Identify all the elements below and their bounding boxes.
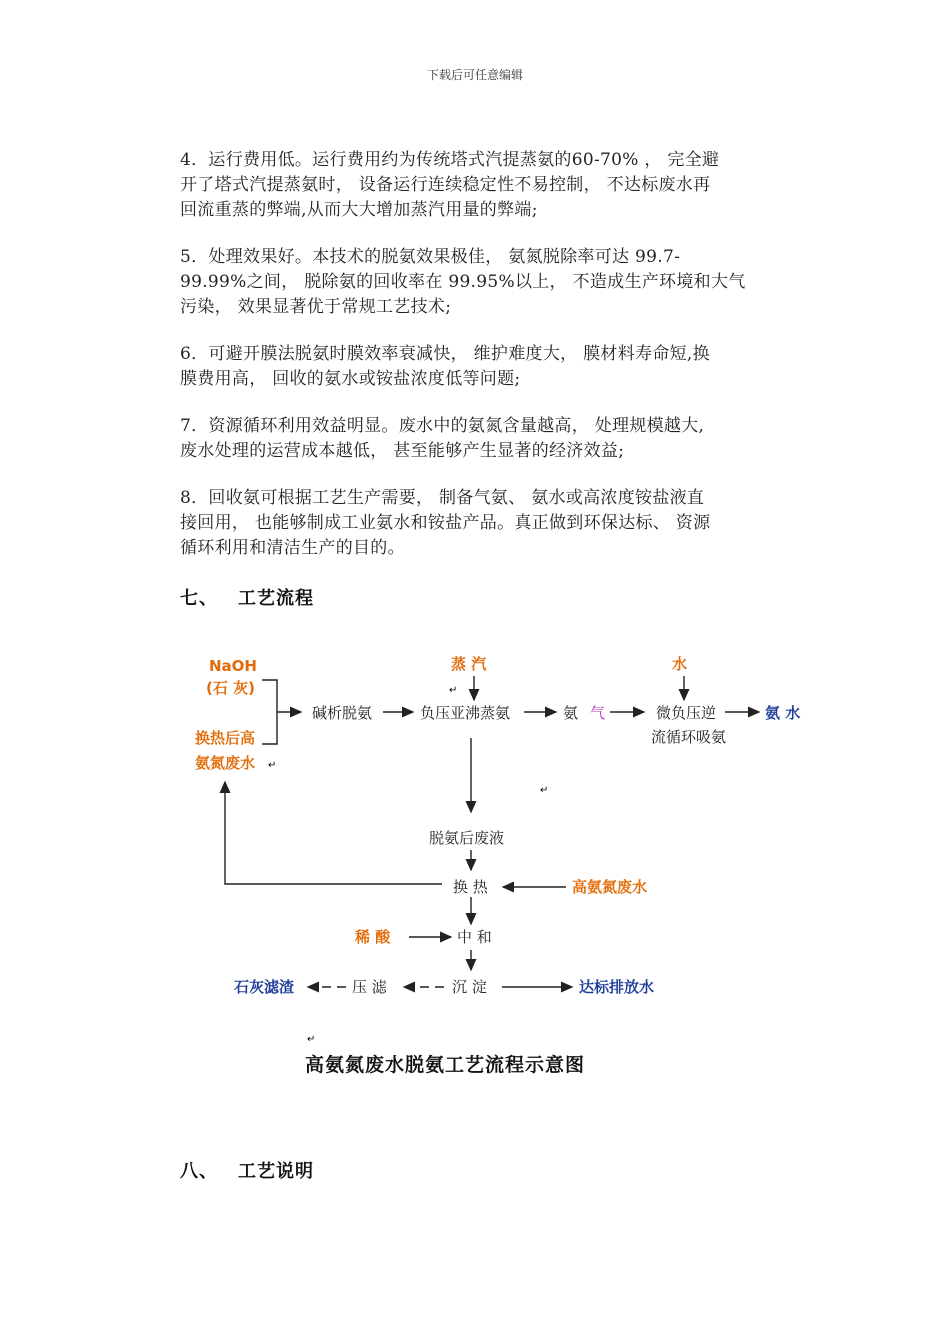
paragraph-line: 循环利用和清洁生产的目的。 <box>180 538 405 558</box>
label-absorb-2: 流循环吸氨 <box>651 728 727 746</box>
paragraph-line: 8．回收氨可根据工艺生产需要， 制备气氨、 氨水或高浓度铵盐液直 <box>180 488 705 508</box>
label-lime: (石 灰) <box>206 679 255 697</box>
paragraph-line: 污染， 效果显著优于常规工艺技术; <box>180 297 452 317</box>
section-title: 工艺流程 <box>238 588 314 609</box>
section-title: 工艺说明 <box>238 1161 314 1182</box>
input-bracket <box>262 680 277 744</box>
label-neutralize: 中 和 <box>457 928 492 946</box>
label-wastewater-1: 换热后高 <box>195 729 256 747</box>
paragraph-line: 接回用， 也能够制成工业氨水和铵盐产品。真正做到环保达标、 资源 <box>180 513 711 533</box>
paragraph-line: 5．处理效果好。本技术的脱氨效果极佳， 氨氮脱除率可达 99.7- <box>180 247 681 267</box>
label-steam: 蒸 汽 <box>451 655 487 673</box>
return-mark: ↵ <box>449 685 458 696</box>
section-heading-8 <box>180 1157 314 1183</box>
label-heat-exchange: 换 热 <box>453 878 488 896</box>
label-waste-liquid: 脱氨后废液 <box>429 829 505 847</box>
section-number: 八、 <box>180 1161 218 1182</box>
label-high-wastewater: 高氨氮废水 <box>572 878 648 896</box>
label-filter-press: 压 滤 <box>352 978 387 996</box>
diagram-caption: 高氨氮废水脱氨工艺流程示意图 <box>305 1054 586 1076</box>
return-mark: ↵ <box>307 1034 316 1045</box>
paragraph-line: 99.99%之间， 脱除氨的回收率在 99.95%以上， 不造成生产环境和大气 <box>180 272 746 292</box>
label-water: 水 <box>672 655 688 673</box>
label-absorb-1: 微负压逆 <box>656 704 717 722</box>
label-settle: 沉 淀 <box>452 978 487 996</box>
label-aq-ammonia: 氨 水 <box>765 704 801 722</box>
label-boil: 负压亚沸蒸氨 <box>420 704 511 722</box>
paragraph-line: 废水处理的运营成本越低， 甚至能够产生显著的经济效益; <box>180 441 625 461</box>
label-wastewater-2: 氨氮废水 <box>195 754 256 772</box>
label-naoh: NaOH <box>209 657 257 675</box>
paragraph-line: 膜费用高， 回收的氨水或铵盐浓度低等问题; <box>180 369 521 389</box>
paragraph-line: 回流重蒸的弊端,从而大大增加蒸汽用量的弊端; <box>180 200 538 220</box>
paragraph-line: 开了塔式汽提蒸氨时， 设备运行连续稳定性不易控制， 不达标废水再 <box>180 175 711 195</box>
paragraph-line: 6．可避开膜法脱氨时膜效率衰减快， 维护难度大， 膜材料寿命短,换 <box>180 344 710 364</box>
page-header: 下载后可任意编辑 <box>426 68 523 82</box>
label-lime-residue: 石灰滤渣 <box>234 978 295 996</box>
return-mark: ↵ <box>540 785 549 796</box>
paragraph-line: 7．资源循环利用效益明显。废水中的氨氮含量越高， 处理规模越大, <box>180 416 705 436</box>
label-dilute-acid: 稀 酸 <box>355 928 391 946</box>
label-alkali: 碱析脱氨 <box>312 704 373 722</box>
paragraph-line: 4．运行费用低。运行费用约为传统塔式汽提蒸氨的60-70% ， 完全避 <box>180 150 720 170</box>
arrow-return-loop <box>225 782 442 884</box>
label-ammonia-gas: 氨 <box>563 704 579 722</box>
label-discharge-water: 达标排放水 <box>579 978 655 996</box>
return-mark: ↵ <box>268 760 277 771</box>
label-gas: 气 <box>590 704 606 722</box>
section-number: 七、 <box>180 588 218 609</box>
